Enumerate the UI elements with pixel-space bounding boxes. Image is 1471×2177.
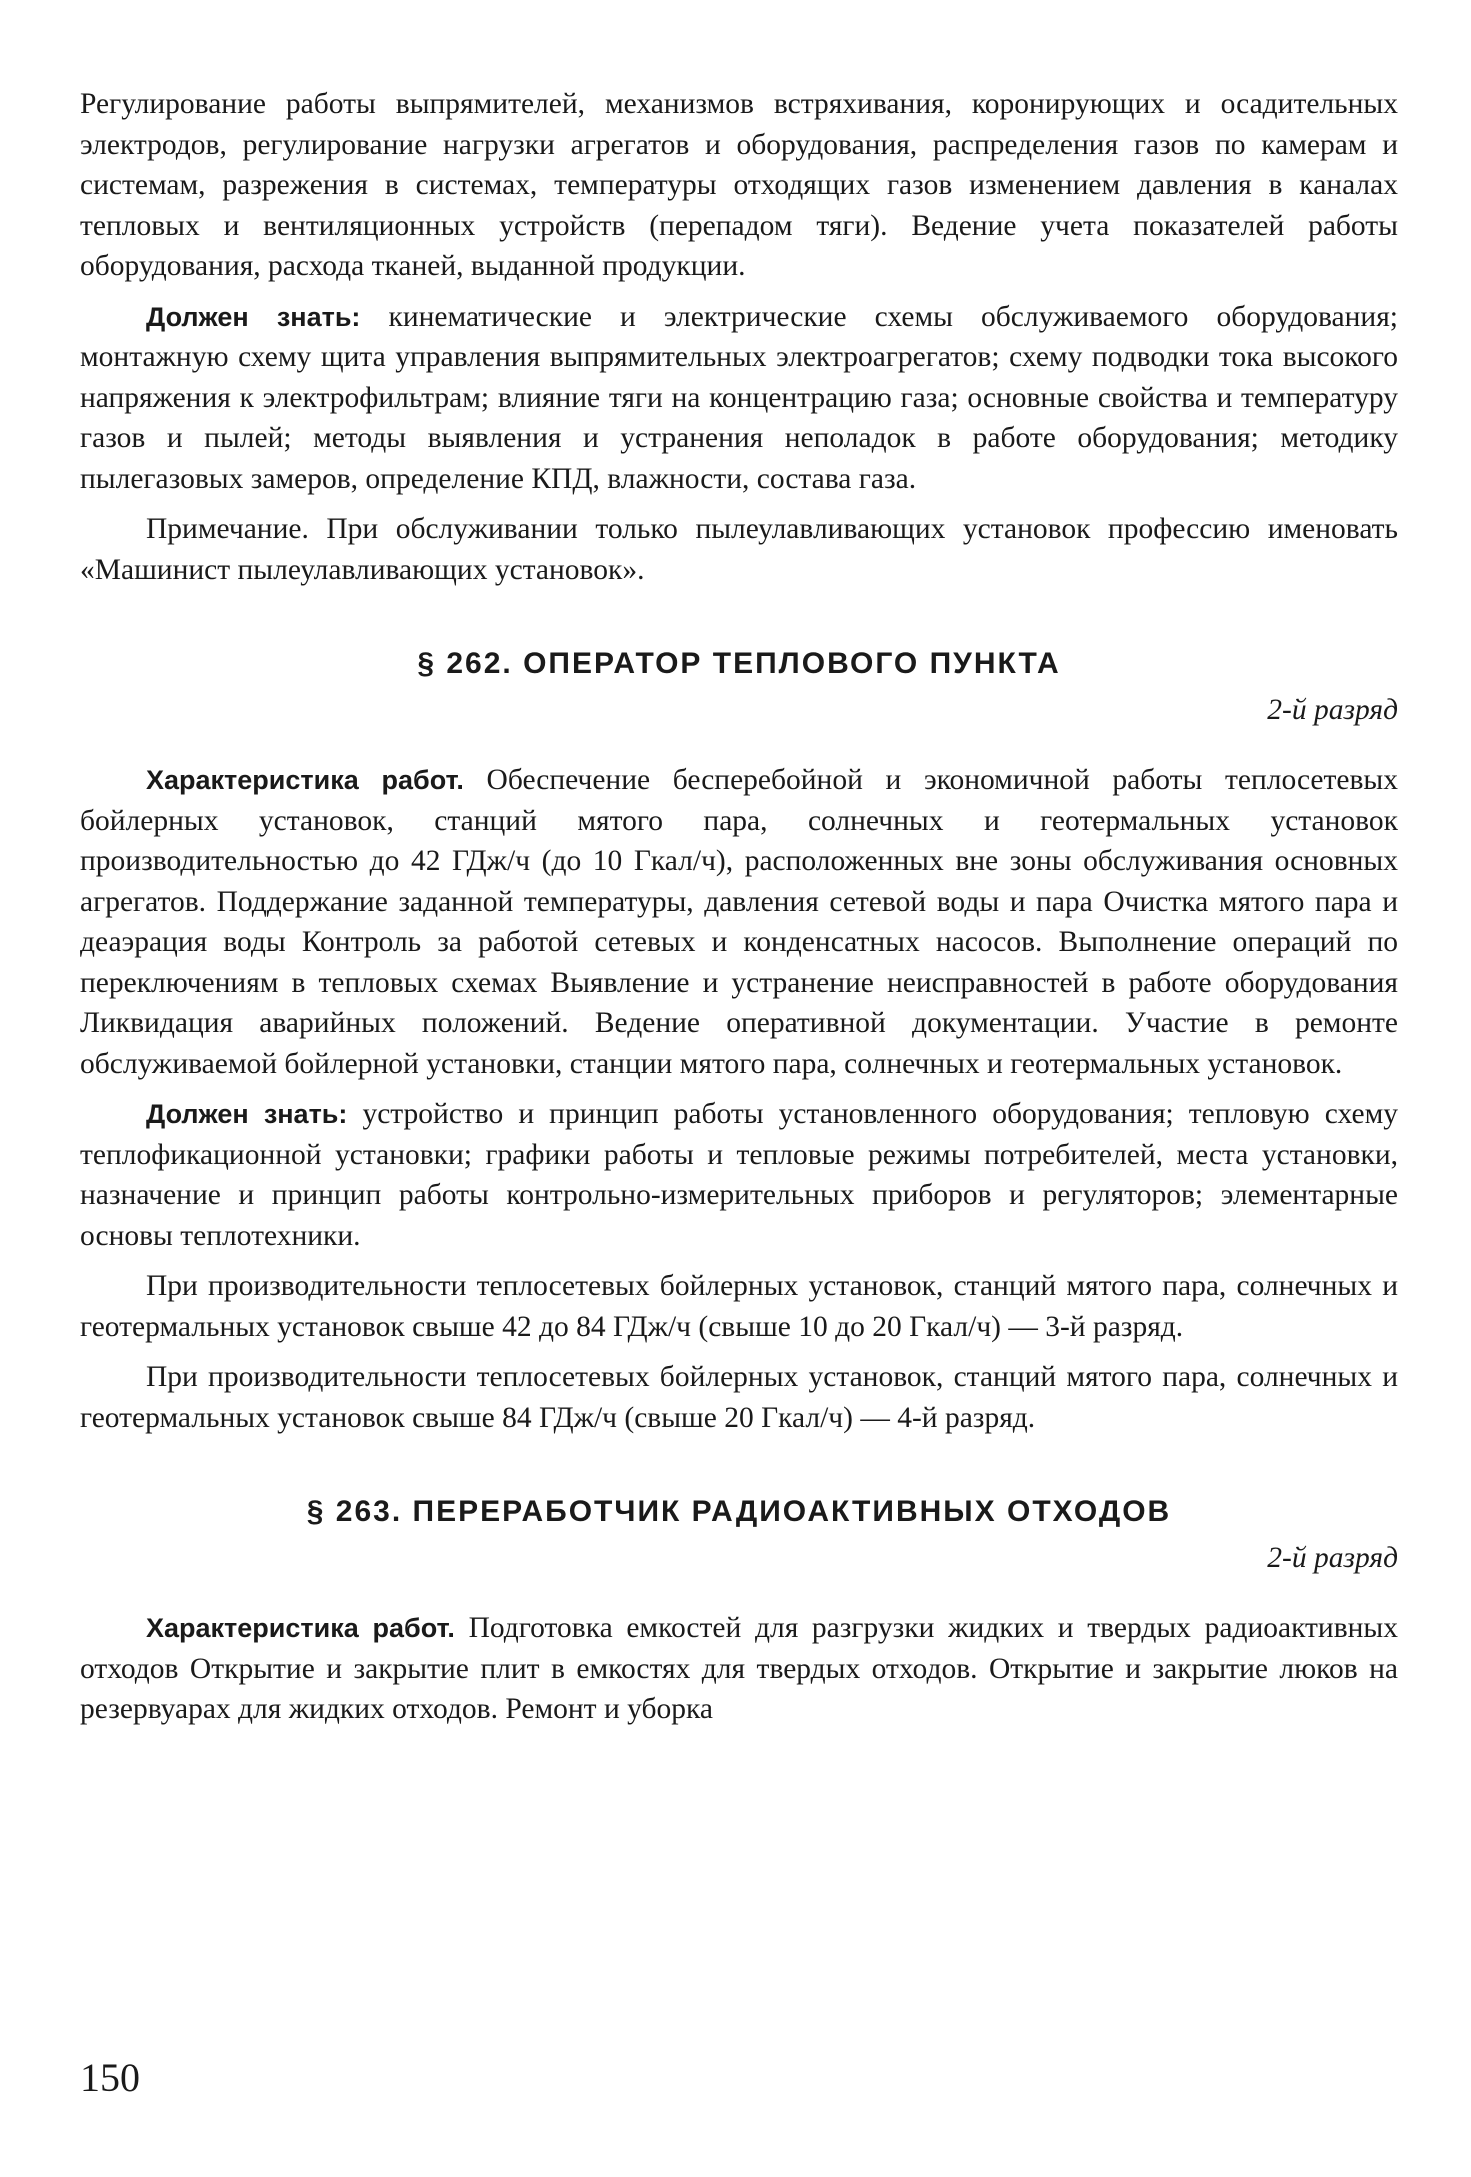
paragraph-lead: Характеристика работ. bbox=[146, 1613, 455, 1643]
grade-label: 2-й разряд bbox=[1267, 1542, 1398, 1574]
paragraph bbox=[80, 1608, 1398, 1730]
paragraph-text: Примечание. При обслуживании только пылеулавливающих установок профессию именовать «Машинист пылеулавливающих установок». bbox=[80, 513, 1398, 586]
paragraph bbox=[80, 760, 1398, 1084]
paragraph bbox=[80, 509, 1398, 590]
paragraph bbox=[80, 1094, 1398, 1256]
paragraph-text: Обеспечение бесперебойной и экономичной работы теплосетевых бойлерных установок, станций мятого пара, солнечных и геотермальных установок производительностью до 42 ГДж/ч (до 10 Гкал/ч), расположенных вне зоны обслуживания основных агрегатов. Поддержание заданной температуры, давления сетевой воды и пара Очистка мятого пара и деаэрация воды Контроль за работой сетевых и конденсатных насосов. Выполнение операций по переключениям в тепловых схемах Выявление и устранение неисправностей в работе оборудования Ликвидация аварийных положений. Ведение оперативной документации. Участие в ремонте обслуживаемой бойлерной установки, станции мятого пара, солнечных и геотермальных установок. bbox=[80, 764, 1398, 1080]
page-number: 150 bbox=[80, 2055, 140, 2100]
grade-label: 2-й разряд bbox=[1267, 694, 1398, 726]
paragraph bbox=[80, 297, 1398, 500]
paragraph bbox=[80, 1357, 1398, 1438]
paragraph-text: устройство и принцип работы установленного оборудования; тепловую схему теплофикационной установки; графики работы и тепловые режимы потребителей, места установки, назначение и принцип работы контрольно-измерительных приборов и регуляторов; элементарные основы теплотехники. bbox=[80, 1098, 1398, 1252]
paragraph-lead: Должен знать: bbox=[146, 301, 361, 332]
section-heading: § 262. ОПЕРАТОР ТЕПЛОВОГО ПУНКТА bbox=[417, 647, 1061, 680]
paragraph bbox=[80, 84, 1398, 287]
paragraph-text: Подготовка емкостей для разгрузки жидких и твердых радиоактивных отходов Открытие и закрытие плит в емкостях для твердых отходов. Открытие и закрытие люков на резервуарах для жидких отходов. Ремонт и уборка bbox=[80, 1612, 1398, 1725]
paragraph-text: Регулирование работы выпрямителей, механизмов встряхивания, коронирующих и осадительных электродов, регулирование нагрузки агрегатов и оборудования, распределения газов по камерам и системам, разрежения в системах, температуры отходящих газов изменением давления в каналах тепловых и вентиляционных устройств (перепадом тяги). Ведение учета показателей работы оборудования, расхода тканей, выданной продукции. bbox=[80, 88, 1398, 282]
paragraph bbox=[80, 1266, 1398, 1347]
paragraph-text: При производительности теплосетевых бойлерных установок, станций мятого пара, солнечных и геотермальных установок свыше 84 ГДж/ч (свыше 20 Гкал/ч) — 4-й разряд. bbox=[80, 1361, 1398, 1434]
paragraph-text: При производительности теплосетевых бойлерных установок, станций мятого пара, солнечных и геотермальных установок свыше 42 до 84 ГДж/ч (свыше 10 до 20 Гкал/ч) — 3-й разряд. bbox=[80, 1270, 1398, 1343]
paragraph-lead: Должен знать: bbox=[146, 1099, 348, 1129]
paragraph-lead: Характеристика работ. bbox=[146, 765, 464, 795]
section-heading: § 263. ПЕРЕРАБОТЧИК РАДИОАКТИВНЫХ ОТХОДОВ bbox=[306, 1495, 1172, 1528]
page-body bbox=[80, 84, 1398, 1740]
paragraph-text: кинематические и электрические схемы обслуживаемого оборудования; монтажную схему щита управления выпрямительных электроагрегатов; схему подводки тока высокого напряжения к электрофильтрам; влияние тяги на концентрацию газа; основные свойства и температуру газов и пылей; методы выявления и устранения неполадок в работе оборудования; методику пылегазовых замеров, определение КПД, влажности, состава газа. bbox=[80, 300, 1398, 495]
